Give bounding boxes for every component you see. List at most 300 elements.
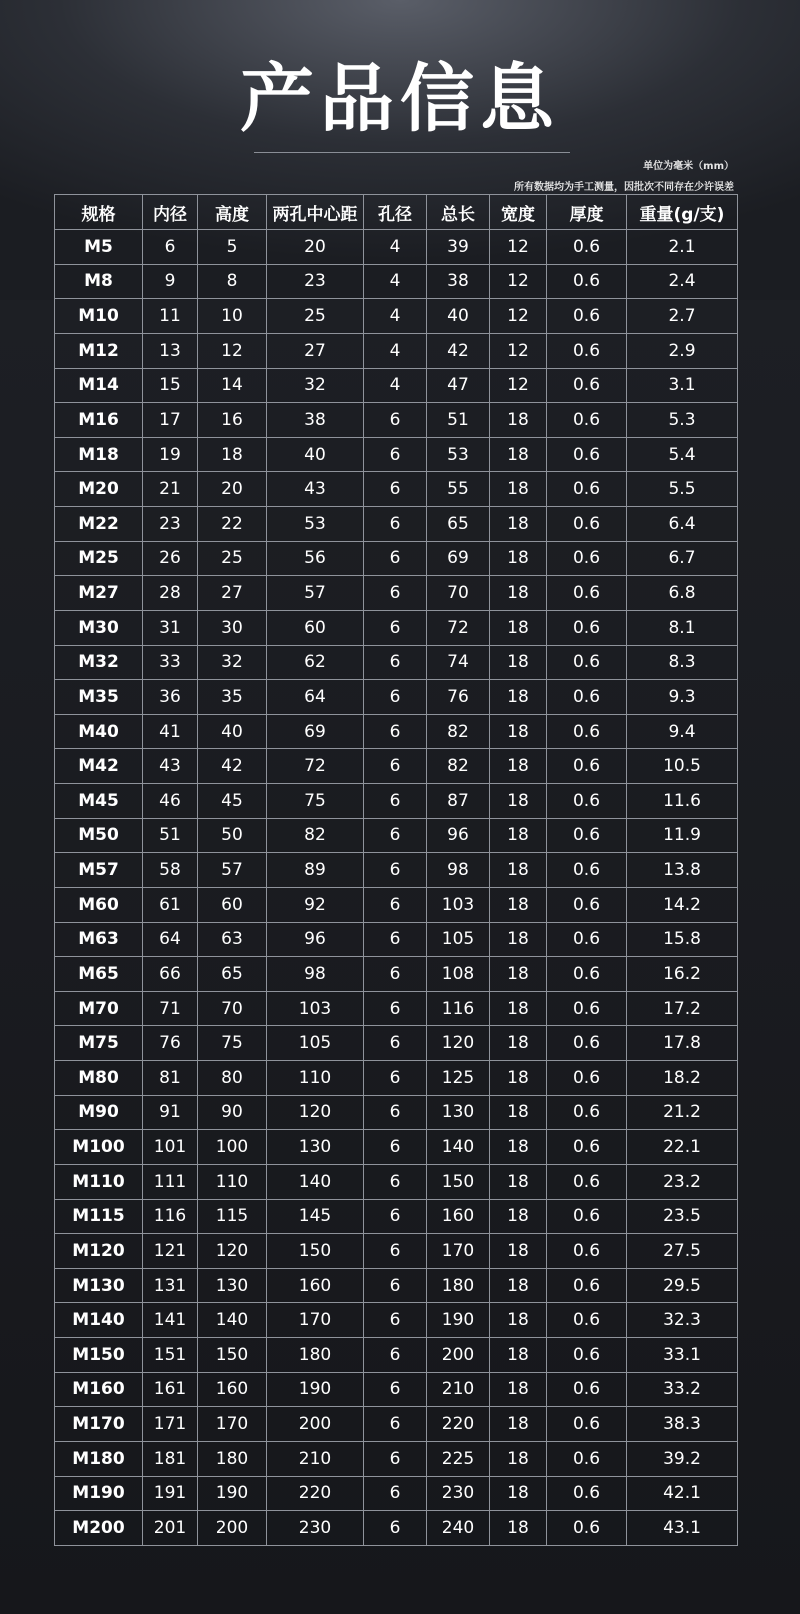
table-cell: 0.6 xyxy=(547,1268,627,1303)
table-cell: 56 xyxy=(267,541,364,576)
table-cell: M42 xyxy=(55,749,143,784)
table-cell: 17.8 xyxy=(627,1026,738,1061)
table-cell: 91 xyxy=(143,1095,198,1130)
table-cell: 4 xyxy=(364,368,427,403)
table-cell: 18 xyxy=(490,922,547,957)
table-cell: 18 xyxy=(490,437,547,472)
accuracy-note: 所有数据均为手工测量，因批次不同存在少许误差 xyxy=(514,182,734,193)
table-row xyxy=(55,818,738,853)
table-cell: 89 xyxy=(267,853,364,888)
table-cell: 30 xyxy=(198,610,267,645)
table-cell: 6 xyxy=(364,1372,427,1407)
table-cell: 6 xyxy=(364,1130,427,1165)
table-cell: 69 xyxy=(427,541,490,576)
table-cell: 96 xyxy=(427,818,490,853)
table-cell: 115 xyxy=(198,1199,267,1234)
table-cell: 65 xyxy=(198,957,267,992)
table-cell: 64 xyxy=(143,922,198,957)
table-cell: 0.6 xyxy=(547,472,627,507)
table-cell: 18 xyxy=(490,645,547,680)
table-cell: 0.6 xyxy=(547,1511,627,1546)
table-cell: 20 xyxy=(267,230,364,265)
table-cell: M110 xyxy=(55,1164,143,1199)
table-row xyxy=(55,437,738,472)
table-cell: 0.6 xyxy=(547,1130,627,1165)
table-row xyxy=(55,887,738,922)
table-cell: 47 xyxy=(427,368,490,403)
table-cell: 100 xyxy=(198,1130,267,1165)
table-cell: 17.2 xyxy=(627,991,738,1026)
table-cell: 4 xyxy=(364,264,427,299)
table-cell: 46 xyxy=(143,784,198,819)
table-cell: M25 xyxy=(55,541,143,576)
table-cell: 3.1 xyxy=(627,368,738,403)
table-row xyxy=(55,230,738,265)
table-cell: 38.3 xyxy=(627,1407,738,1442)
table-cell: 6 xyxy=(364,472,427,507)
table-row xyxy=(55,1268,738,1303)
table-cell: 0.6 xyxy=(547,714,627,749)
table-cell: 32 xyxy=(267,368,364,403)
table-cell: 6 xyxy=(364,576,427,611)
table-cell: 11.6 xyxy=(627,784,738,819)
table-cell: 17 xyxy=(143,403,198,438)
table-cell: 2.7 xyxy=(627,299,738,334)
table-row xyxy=(55,1026,738,1061)
table-cell: 6 xyxy=(364,645,427,680)
table-cell: 4 xyxy=(364,333,427,368)
table-cell: 18 xyxy=(490,1511,547,1546)
table-cell: 150 xyxy=(198,1338,267,1373)
table-cell: 38 xyxy=(267,403,364,438)
table-cell: 23 xyxy=(143,507,198,542)
table-cell: 200 xyxy=(267,1407,364,1442)
table-cell: 6 xyxy=(364,1441,427,1476)
table-cell: 0.6 xyxy=(547,749,627,784)
table-cell: 22.1 xyxy=(627,1130,738,1165)
table-cell: 0.6 xyxy=(547,680,627,715)
table-cell: 75 xyxy=(267,784,364,819)
table-row xyxy=(55,1511,738,1546)
unit-note: 单位为毫米（mm） xyxy=(643,161,734,172)
table-cell: 160 xyxy=(267,1268,364,1303)
header-row xyxy=(55,195,738,230)
table-cell: 12 xyxy=(490,230,547,265)
table-cell: 110 xyxy=(198,1164,267,1199)
table-cell: 92 xyxy=(267,887,364,922)
table-row xyxy=(55,749,738,784)
table-cell: 230 xyxy=(267,1511,364,1546)
table-cell: 120 xyxy=(198,1234,267,1269)
table-cell: M30 xyxy=(55,610,143,645)
table-cell: 6 xyxy=(364,1268,427,1303)
table-cell: 60 xyxy=(267,610,364,645)
table-cell: 191 xyxy=(143,1476,198,1511)
table-cell: 0.6 xyxy=(547,1407,627,1442)
title-divider xyxy=(254,152,570,153)
table-cell: 31 xyxy=(143,610,198,645)
table-cell: 0.6 xyxy=(547,1095,627,1130)
table-cell: 5.5 xyxy=(627,472,738,507)
table-row xyxy=(55,991,738,1026)
table-cell: 170 xyxy=(198,1407,267,1442)
table-cell: M57 xyxy=(55,853,143,888)
table-cell: 190 xyxy=(427,1303,490,1338)
table-cell: 72 xyxy=(267,749,364,784)
table-cell: 28 xyxy=(143,576,198,611)
table-cell: M20 xyxy=(55,472,143,507)
table-row xyxy=(55,853,738,888)
table-cell: 0.6 xyxy=(547,368,627,403)
table-cell: 69 xyxy=(267,714,364,749)
table-cell: 0.6 xyxy=(547,922,627,957)
table-cell: 18 xyxy=(490,1441,547,1476)
table-row xyxy=(55,610,738,645)
table-cell: 0.6 xyxy=(547,1303,627,1338)
table-cell: 18 xyxy=(198,437,267,472)
table-cell: M12 xyxy=(55,333,143,368)
table-cell: 33.1 xyxy=(627,1338,738,1373)
table-cell: 18 xyxy=(490,853,547,888)
table-cell: 0.6 xyxy=(547,1338,627,1373)
table-cell: 161 xyxy=(143,1372,198,1407)
table-cell: 6 xyxy=(364,1234,427,1269)
table-row xyxy=(55,1061,738,1096)
table-cell: M180 xyxy=(55,1441,143,1476)
table-cell: 5.4 xyxy=(627,437,738,472)
table-cell: M140 xyxy=(55,1303,143,1338)
table-cell: 40 xyxy=(267,437,364,472)
table-cell: 18 xyxy=(490,714,547,749)
table-cell: 6 xyxy=(143,230,198,265)
table-cell: 57 xyxy=(198,853,267,888)
table-cell: 40 xyxy=(198,714,267,749)
table-cell: 66 xyxy=(143,957,198,992)
table-cell: 43 xyxy=(267,472,364,507)
table-cell: 18 xyxy=(490,1061,547,1096)
table-cell: 0.6 xyxy=(547,818,627,853)
table-cell: 110 xyxy=(267,1061,364,1096)
table-cell: 80 xyxy=(198,1061,267,1096)
table-cell: 0.6 xyxy=(547,991,627,1026)
table-row xyxy=(55,1164,738,1199)
table-cell: M8 xyxy=(55,264,143,299)
table-cell: 6 xyxy=(364,957,427,992)
table-cell: M130 xyxy=(55,1268,143,1303)
table-cell: 76 xyxy=(143,1026,198,1061)
table-cell: 18 xyxy=(490,1303,547,1338)
table-cell: 230 xyxy=(427,1476,490,1511)
table-cell: 0.6 xyxy=(547,1234,627,1269)
table-cell: M70 xyxy=(55,991,143,1026)
table-cell: M160 xyxy=(55,1372,143,1407)
table-cell: 6 xyxy=(364,1061,427,1096)
table-cell: 82 xyxy=(427,749,490,784)
table-cell: 40 xyxy=(427,299,490,334)
table-cell: 39.2 xyxy=(627,1441,738,1476)
table-cell: 180 xyxy=(198,1441,267,1476)
table-cell: 2.9 xyxy=(627,333,738,368)
table-cell: 12 xyxy=(490,299,547,334)
table-cell: 6 xyxy=(364,541,427,576)
table-cell: 23.5 xyxy=(627,1199,738,1234)
table-cell: 43.1 xyxy=(627,1511,738,1546)
table-cell: 6.4 xyxy=(627,507,738,542)
table-row xyxy=(55,957,738,992)
table-cell: 18 xyxy=(490,991,547,1026)
table-cell: 42 xyxy=(198,749,267,784)
table-cell: 21 xyxy=(143,472,198,507)
table-cell: 0.6 xyxy=(547,1199,627,1234)
table-cell: 190 xyxy=(198,1476,267,1511)
table-cell: 63 xyxy=(198,922,267,957)
table-row xyxy=(55,680,738,715)
table-cell: 9 xyxy=(143,264,198,299)
table-cell: M22 xyxy=(55,507,143,542)
table-cell: 6 xyxy=(364,1199,427,1234)
table-cell: M90 xyxy=(55,1095,143,1130)
table-cell: 27 xyxy=(198,576,267,611)
table-cell: 0.6 xyxy=(547,437,627,472)
table-cell: 120 xyxy=(267,1095,364,1130)
table-cell: 150 xyxy=(427,1164,490,1199)
table-cell: M150 xyxy=(55,1338,143,1373)
table-row xyxy=(55,507,738,542)
table-cell: 74 xyxy=(427,645,490,680)
table-cell: 180 xyxy=(427,1268,490,1303)
table-cell: 23 xyxy=(267,264,364,299)
column-header: 孔径 xyxy=(364,195,427,230)
table-cell: 5 xyxy=(198,230,267,265)
table-cell: M27 xyxy=(55,576,143,611)
table-cell: 130 xyxy=(267,1130,364,1165)
table-cell: 45 xyxy=(198,784,267,819)
table-cell: M5 xyxy=(55,230,143,265)
table-cell: 220 xyxy=(427,1407,490,1442)
table-cell: 8 xyxy=(198,264,267,299)
table-cell: 141 xyxy=(143,1303,198,1338)
table-cell: M35 xyxy=(55,680,143,715)
table-row xyxy=(55,299,738,334)
table-cell: 55 xyxy=(427,472,490,507)
table-cell: 18 xyxy=(490,887,547,922)
table-cell: 53 xyxy=(267,507,364,542)
table-cell: 145 xyxy=(267,1199,364,1234)
table-cell: 130 xyxy=(427,1095,490,1130)
table-cell: 103 xyxy=(427,887,490,922)
table-cell: 0.6 xyxy=(547,507,627,542)
spec-table-body xyxy=(55,230,738,1546)
column-header: 重量(g/支) xyxy=(627,195,738,230)
table-cell: 6 xyxy=(364,1095,427,1130)
table-cell: 0.6 xyxy=(547,541,627,576)
table-cell: M50 xyxy=(55,818,143,853)
table-row xyxy=(55,922,738,957)
table-cell: 210 xyxy=(267,1441,364,1476)
table-cell: 18 xyxy=(490,1199,547,1234)
table-cell: 116 xyxy=(143,1199,198,1234)
table-cell: 0.6 xyxy=(547,853,627,888)
table-row xyxy=(55,645,738,680)
table-cell: 20 xyxy=(198,472,267,507)
table-cell: 18 xyxy=(490,1164,547,1199)
table-cell: 190 xyxy=(267,1372,364,1407)
table-cell: 12 xyxy=(490,333,547,368)
table-cell: 87 xyxy=(427,784,490,819)
table-cell: M75 xyxy=(55,1026,143,1061)
table-cell: 76 xyxy=(427,680,490,715)
page-title: 产品信息 xyxy=(240,56,560,142)
table-cell: 25 xyxy=(267,299,364,334)
table-row xyxy=(55,784,738,819)
table-cell: M170 xyxy=(55,1407,143,1442)
table-cell: 18 xyxy=(490,818,547,853)
table-cell: 18.2 xyxy=(627,1061,738,1096)
table-cell: 6 xyxy=(364,922,427,957)
table-cell: 29.5 xyxy=(627,1268,738,1303)
table-cell: 108 xyxy=(427,957,490,992)
table-cell: M10 xyxy=(55,299,143,334)
table-row xyxy=(55,1303,738,1338)
column-header: 厚度 xyxy=(547,195,627,230)
table-cell: 23.2 xyxy=(627,1164,738,1199)
table-cell: 65 xyxy=(427,507,490,542)
table-cell: 8.3 xyxy=(627,645,738,680)
table-cell: 0.6 xyxy=(547,1164,627,1199)
table-cell: 33 xyxy=(143,645,198,680)
table-cell: 18 xyxy=(490,1130,547,1165)
table-cell: 200 xyxy=(198,1511,267,1546)
column-header: 规格 xyxy=(55,195,143,230)
table-row xyxy=(55,1372,738,1407)
table-cell: 140 xyxy=(198,1303,267,1338)
table-row xyxy=(55,403,738,438)
table-cell: M14 xyxy=(55,368,143,403)
table-cell: 0.6 xyxy=(547,403,627,438)
table-cell: 121 xyxy=(143,1234,198,1269)
table-cell: 51 xyxy=(143,818,198,853)
table-cell: 111 xyxy=(143,1164,198,1199)
table-cell: 0.6 xyxy=(547,784,627,819)
table-cell: 18 xyxy=(490,1476,547,1511)
table-cell: 6 xyxy=(364,437,427,472)
table-row xyxy=(55,1338,738,1373)
table-cell: 58 xyxy=(143,853,198,888)
table-cell: 140 xyxy=(267,1164,364,1199)
table-cell: 6 xyxy=(364,749,427,784)
table-cell: 32 xyxy=(198,645,267,680)
table-cell: 6 xyxy=(364,1476,427,1511)
table-cell: 18 xyxy=(490,541,547,576)
table-cell: 6 xyxy=(364,680,427,715)
table-cell: M60 xyxy=(55,887,143,922)
table-row xyxy=(55,1441,738,1476)
table-row xyxy=(55,472,738,507)
table-row xyxy=(55,368,738,403)
table-cell: 160 xyxy=(198,1372,267,1407)
table-cell: 6 xyxy=(364,1511,427,1546)
table-cell: 18 xyxy=(490,1234,547,1269)
table-cell: 25 xyxy=(198,541,267,576)
table-cell: 240 xyxy=(427,1511,490,1546)
table-cell: 0.6 xyxy=(547,957,627,992)
table-cell: 18 xyxy=(490,1026,547,1061)
table-cell: 0.6 xyxy=(547,576,627,611)
table-row xyxy=(55,541,738,576)
table-cell: 6 xyxy=(364,1164,427,1199)
table-cell: M32 xyxy=(55,645,143,680)
table-cell: 6 xyxy=(364,1407,427,1442)
column-header: 高度 xyxy=(198,195,267,230)
table-row xyxy=(55,1130,738,1165)
table-cell: 82 xyxy=(267,818,364,853)
table-cell: 0.6 xyxy=(547,887,627,922)
table-cell: 6 xyxy=(364,991,427,1026)
table-cell: 82 xyxy=(427,714,490,749)
table-cell: 6 xyxy=(364,887,427,922)
table-cell: 18 xyxy=(490,957,547,992)
table-cell: 181 xyxy=(143,1441,198,1476)
table-cell: 0.6 xyxy=(547,645,627,680)
table-cell: 96 xyxy=(267,922,364,957)
table-cell: 6 xyxy=(364,507,427,542)
table-cell: M45 xyxy=(55,784,143,819)
table-cell: 130 xyxy=(198,1268,267,1303)
table-cell: 70 xyxy=(427,576,490,611)
table-cell: 50 xyxy=(198,818,267,853)
table-cell: 116 xyxy=(427,991,490,1026)
table-cell: 6 xyxy=(364,403,427,438)
table-cell: 38 xyxy=(427,264,490,299)
table-cell: 0.6 xyxy=(547,333,627,368)
table-cell: 71 xyxy=(143,991,198,1026)
table-cell: 0.6 xyxy=(547,610,627,645)
table-cell: 0.6 xyxy=(547,1476,627,1511)
table-cell: 6 xyxy=(364,610,427,645)
table-cell: 18 xyxy=(490,1338,547,1373)
table-cell: 27 xyxy=(267,333,364,368)
table-cell: 101 xyxy=(143,1130,198,1165)
table-cell: 39 xyxy=(427,230,490,265)
table-cell: 160 xyxy=(427,1199,490,1234)
table-cell: 6 xyxy=(364,784,427,819)
table-cell: 0.6 xyxy=(547,299,627,334)
table-cell: 6 xyxy=(364,818,427,853)
table-cell: 120 xyxy=(427,1026,490,1061)
table-cell: 170 xyxy=(427,1234,490,1269)
table-cell: 125 xyxy=(427,1061,490,1096)
table-cell: 41 xyxy=(143,714,198,749)
spec-table-header xyxy=(55,195,738,230)
table-cell: 26 xyxy=(143,541,198,576)
table-cell: 0.6 xyxy=(547,230,627,265)
table-cell: 18 xyxy=(490,749,547,784)
table-cell: M200 xyxy=(55,1511,143,1546)
table-cell: 22 xyxy=(198,507,267,542)
table-cell: 225 xyxy=(427,1441,490,1476)
table-cell: M65 xyxy=(55,957,143,992)
table-cell: M40 xyxy=(55,714,143,749)
table-cell: 200 xyxy=(427,1338,490,1373)
table-cell: 98 xyxy=(427,853,490,888)
table-cell: 18 xyxy=(490,1407,547,1442)
table-cell: 15 xyxy=(143,368,198,403)
column-header: 内径 xyxy=(143,195,198,230)
table-cell: 18 xyxy=(490,680,547,715)
table-cell: 13 xyxy=(143,333,198,368)
table-cell: 171 xyxy=(143,1407,198,1442)
table-cell: 0.6 xyxy=(547,1061,627,1096)
